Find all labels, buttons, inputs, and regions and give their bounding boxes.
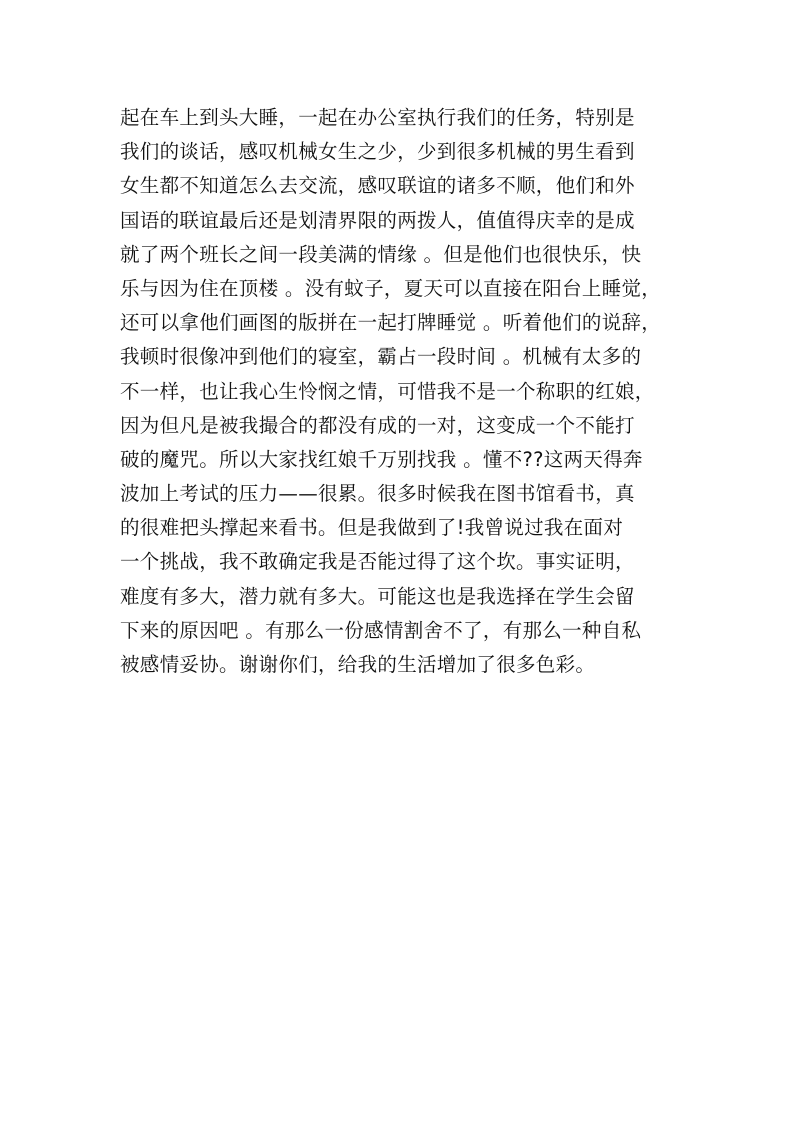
text-line: 下来的原因吧 。有那么一份感情割舍不了，有那么一种自私	[120, 618, 642, 642]
text-line: 国语的联谊最后还是划清界限的两拨人，值值得庆幸的是成	[120, 208, 635, 232]
text-line: 我顿时很像冲到他们的寝室，霸占一段时间 。机械有太多的	[120, 345, 642, 369]
text-line: 不一样，也让我心生怜悯之情，可惜我不是一个称职的红娘，	[120, 379, 655, 403]
text-line: 就了两个班长之间一段美满的情缘 。但是他们也很快乐，快	[120, 242, 642, 266]
text-line: 波加上考试的压力——很累。很多时候我在图书馆看书，真	[120, 482, 635, 506]
text-line: 难度有多大，潜力就有多大。可能这也是我选择在学生会留	[120, 584, 635, 608]
text-line: 我们的谈话，感叹机械女生之少，少到很多机械的男生看到	[120, 140, 635, 164]
text-line: 被感情妥协。谢谢你们，给我的生活增加了很多色彩。	[120, 653, 596, 676]
text-line: 还可以拿他们画图的版拼在一起打牌睡觉 。听着他们的说辞，	[120, 311, 662, 335]
body-text	[120, 101, 700, 682]
text-line: 起在车上到头大睡，一起在办公室执行我们的任务，特别是	[120, 106, 635, 129]
text-line: 乐与因为住在顶楼 。没有蚊子，夏天可以直接在阳台上睡觉，	[120, 276, 662, 300]
text-line: 一个挑战，我不敢确定我是否能过得了这个坎。事实证明，	[120, 550, 635, 574]
text-line: 女生都不知道怎么去交流，感叹联谊的诸多不顺，他们和外	[120, 174, 635, 198]
text-line: 因为但凡是被我撮合的都没有成的一对，这变成一个不能打	[120, 413, 635, 437]
text-line: 破的魔咒。所以大家找红娘千万别找我 。懂不??这两天得奔	[120, 447, 643, 471]
text-line: 的很难把头撑起来看书。但是我做到了!我曾说过我在面对	[120, 516, 624, 540]
